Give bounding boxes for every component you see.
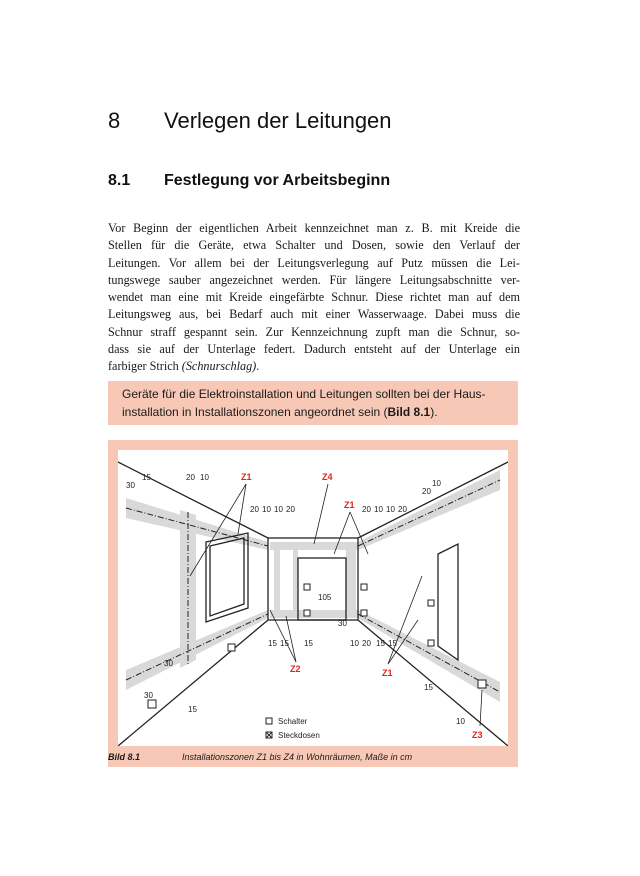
switch-icon	[304, 584, 310, 590]
zone-label-z4: Z4	[322, 472, 333, 482]
paragraph-line: Vor Beginn der eigentlichen Arbeit kennzeichnet man z. B. mit Kreide die	[108, 221, 520, 235]
socket-icon	[361, 610, 367, 616]
dim-label: 10	[262, 505, 271, 514]
chapter-heading	[108, 108, 392, 134]
zone-label-z2: Z2	[290, 664, 301, 674]
dim-label: 15	[142, 473, 151, 482]
hint-line-2-post: ).	[430, 405, 438, 419]
legend	[278, 717, 320, 740]
zone-label-z1: Z1	[344, 500, 355, 510]
figure-box	[108, 440, 518, 767]
dim-label: 20	[286, 505, 295, 514]
zone-label-z1: Z1	[241, 472, 252, 482]
hint-figure-ref[interactable]: Bild 8.1	[387, 405, 431, 419]
zone-label-z3: Z3	[472, 730, 483, 740]
paragraph-last-end: .	[256, 359, 260, 374]
hint-box	[108, 381, 518, 425]
leader-z3	[480, 690, 482, 726]
dim-label: 30	[144, 691, 153, 700]
switch-icon	[148, 700, 156, 708]
zone-band-bottom-left	[126, 610, 268, 690]
dim-label: 105	[318, 593, 332, 602]
dim-label: 15	[304, 639, 313, 648]
zone-band-back-corner-right	[350, 550, 356, 610]
body-paragraph	[108, 220, 520, 376]
zone-bands	[126, 470, 500, 702]
zone-band-back-corner-left	[274, 550, 280, 610]
dim-label: 15	[376, 639, 385, 648]
dim-label: 10	[456, 717, 465, 726]
paragraph-line: Schnur straff gespannt sein. Zur Kennzeichnung zupft man die Schnur, so-	[108, 324, 520, 339]
paragraph-last-text: farbiger Strich	[108, 359, 182, 374]
window-inner	[210, 538, 244, 616]
dim-label: 30	[164, 659, 173, 668]
installation-zones-drawing	[118, 450, 508, 746]
socket-icon	[304, 610, 310, 616]
dim-label: 10	[386, 505, 395, 514]
paragraph-emphasis: (Schnurschlag)	[181, 359, 257, 374]
paragraph-line: tungswege sauber angezeichnet werden. Für längere Leitungsabschnitte ver-	[108, 272, 520, 287]
legend-switch-label: Schalter	[278, 717, 308, 726]
figure-caption	[108, 752, 412, 762]
caption-label: Bild 8.1	[108, 752, 141, 762]
legend-switch-icon	[266, 718, 272, 724]
dim-label: 20	[362, 639, 371, 648]
zone-band-door-left	[293, 550, 298, 610]
leader-z4	[314, 484, 328, 544]
paragraph-line: Leitungen. Vor allem bei der Leitungsverlegung auf Putz müssen die Lei-	[108, 255, 520, 270]
socket-icon	[478, 680, 486, 688]
section-heading	[108, 172, 390, 190]
hint-line-2	[122, 405, 438, 419]
dim-label: 20	[398, 505, 407, 514]
ceiling-edge-right	[358, 462, 508, 538]
dim-label: 10	[274, 505, 283, 514]
section-number: 8.1	[108, 172, 131, 189]
dim-label: 20	[250, 505, 259, 514]
zone-band-top-left	[126, 498, 268, 550]
window	[206, 533, 248, 622]
switch-icon	[428, 600, 434, 606]
side-door	[438, 544, 458, 660]
switch-icon	[361, 584, 367, 590]
dim-label: 15	[424, 683, 433, 692]
dim-label: 10	[350, 639, 359, 648]
dim-label: 10	[374, 505, 383, 514]
dim-label: 10	[432, 479, 441, 488]
dim-label: 15	[388, 639, 397, 648]
hint-line-2-pre: installation in Installationszonen angeordnet sein (	[122, 405, 388, 419]
dim-label: 20	[362, 505, 371, 514]
section-title: Festlegung vor Arbeitsbeginn	[164, 172, 391, 189]
zone-label-z1: Z1	[382, 668, 393, 678]
chapter-title: Verlegen der Leitungen	[164, 108, 392, 133]
dim-label: 30	[126, 481, 135, 490]
back-wall	[268, 538, 358, 620]
socket-icon	[428, 640, 434, 646]
paragraph-line: dass sie auf der Unterlage federt. Dadurch entsteht auf der Unterlage ein	[108, 342, 520, 357]
caption-text: Installationszonen Z1 bis Z4 in Wohnräumen, Maße in cm	[182, 752, 413, 762]
dim-label: 15	[280, 639, 289, 648]
zone-band-back-bottom	[270, 610, 358, 618]
dim-label: 15	[268, 639, 277, 648]
paragraph-line: wendet man eine mit Kreide eingefärbte Schnur. Diese richtet man auf dem	[108, 290, 520, 305]
dim-label: 20	[422, 487, 431, 496]
legend-socket-label: Steckdosen	[278, 731, 320, 740]
paragraph-line-last	[108, 358, 520, 375]
socket-icon	[228, 644, 235, 651]
dim-label: 10	[200, 473, 209, 482]
hint-line-1: Geräte für die Elektroinstallation und Leitungen sollten bei der Haus-	[122, 387, 486, 401]
figure-panel	[118, 450, 508, 746]
paragraph-line: Stellen für die Geräte, etwa Schalter und Dosen, sowie den Verlauf der	[108, 238, 520, 253]
centerline-bottom-left	[126, 614, 268, 680]
paragraph-line: Leitungsweg aus, bei Bedarf auch mit einer Wasserwaage. Dabei muss die	[108, 307, 520, 322]
chapter-number: 8	[108, 108, 121, 133]
dim-label: 30	[338, 619, 347, 628]
dim-label: 15	[188, 705, 197, 714]
dim-label: 20	[186, 473, 195, 482]
